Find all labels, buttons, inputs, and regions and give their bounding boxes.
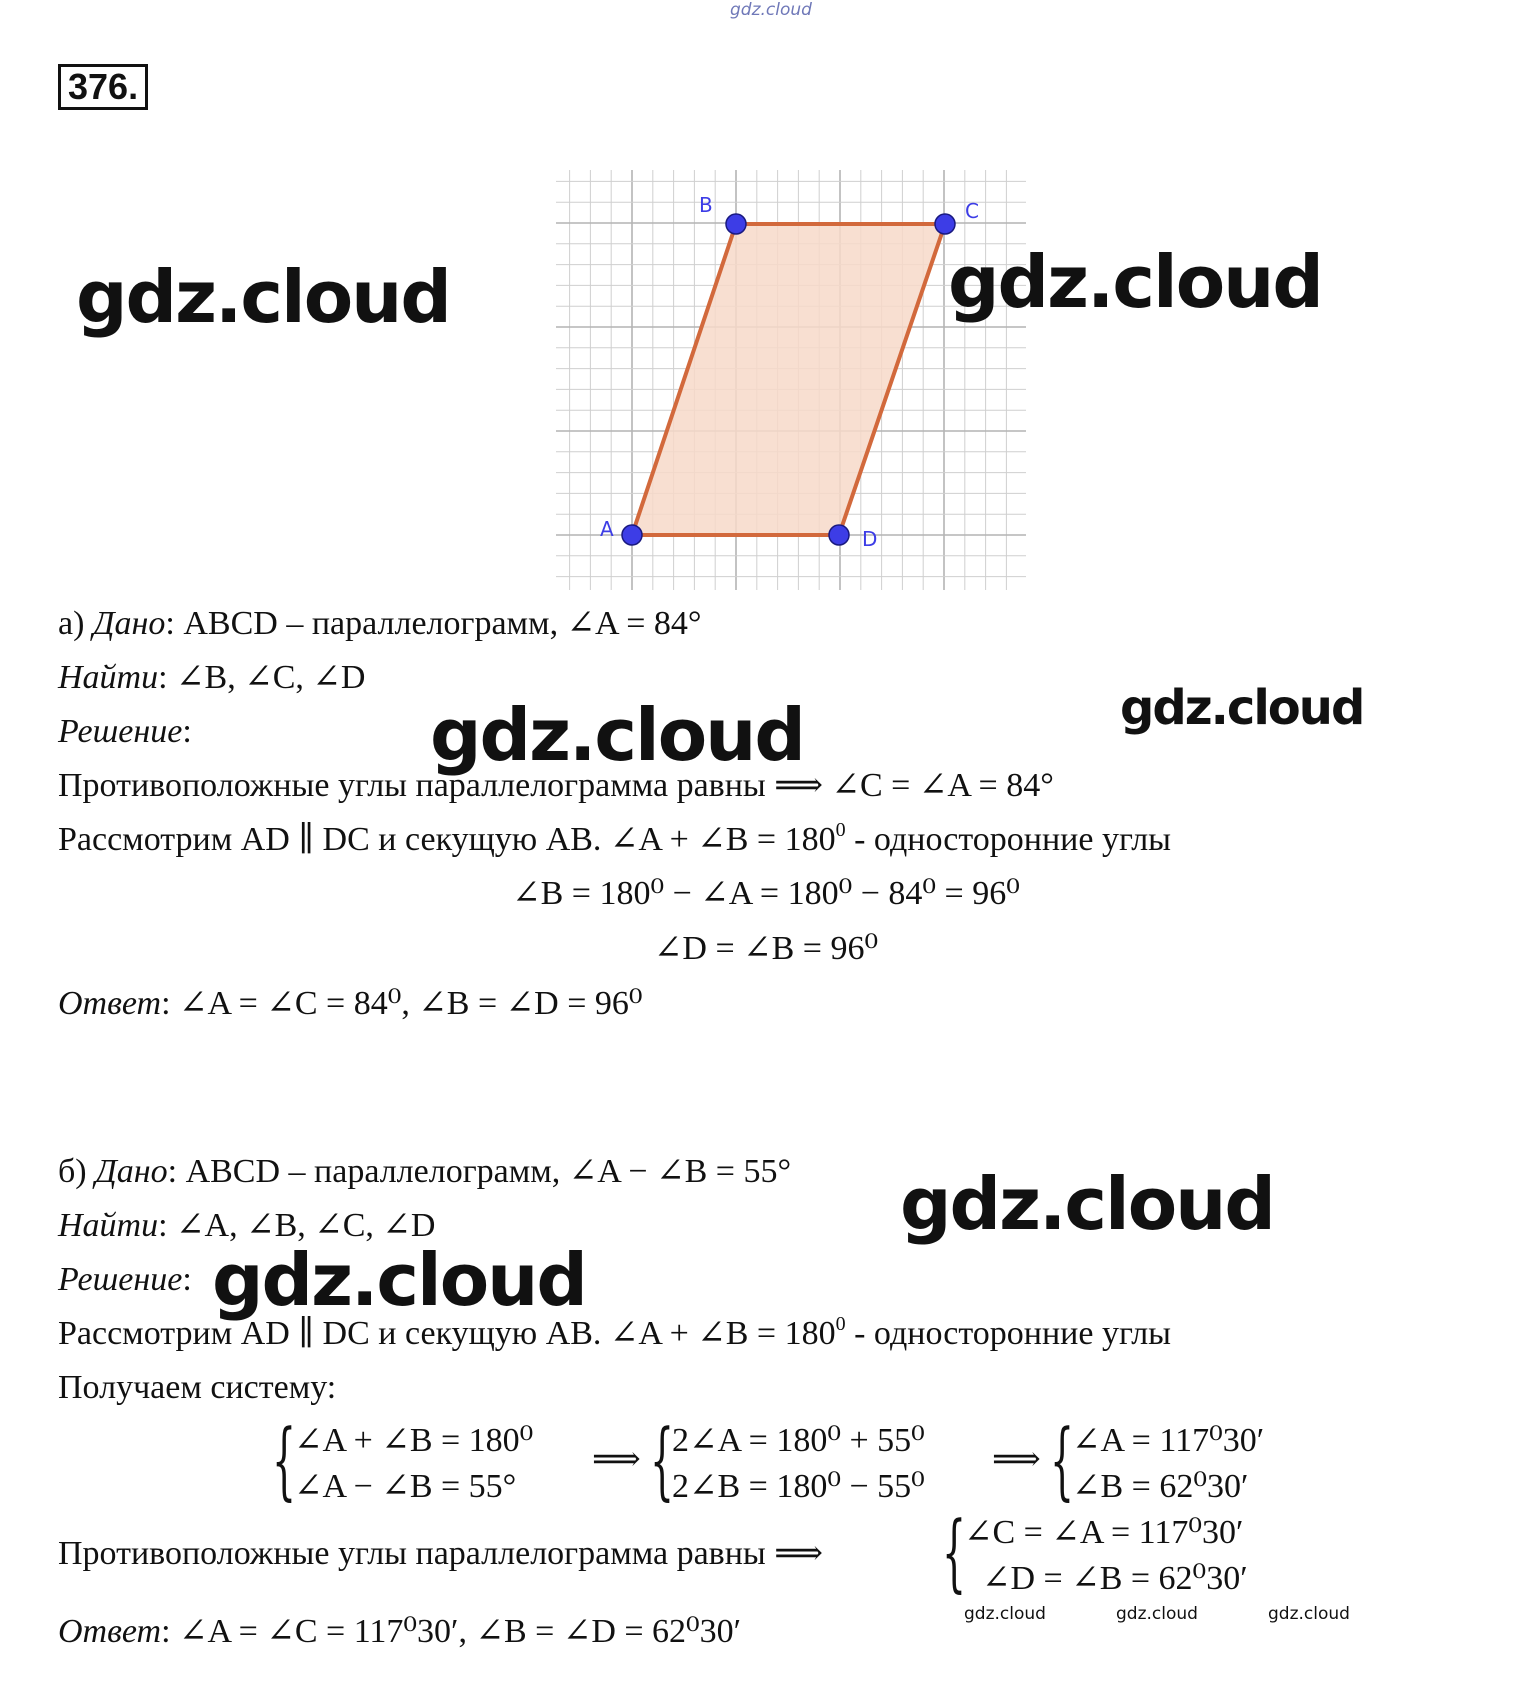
brace: { xyxy=(1050,1411,1075,1509)
part-a-given xyxy=(58,604,702,644)
line2-tail: - односторонние углы xyxy=(845,821,1171,858)
part-a-line1: Противоположные углы параллелограмма равны ⟹ ∠C = ∠A = 84° xyxy=(58,767,1054,804)
watermark-text: gdz.cloud xyxy=(1116,1604,1198,1624)
watermark-text: gdz.cloud xyxy=(900,1162,1274,1246)
find-text: : ∠B, ∠C, ∠D xyxy=(158,659,366,696)
system-1 xyxy=(272,1411,534,1509)
system-2-row: 2∠A = 180⁰ + 55⁰ xyxy=(672,1422,925,1459)
answer-text: : ∠A = ∠C = 84⁰, ∠B = ∠D = 96⁰ xyxy=(161,985,643,1022)
watermark-text: gdz.cloud xyxy=(964,1604,1046,1624)
system-2 xyxy=(650,1411,925,1509)
implies-arrow: ⟹ xyxy=(992,1441,1041,1478)
part-a-eq1: ∠B = 180⁰ − ∠A = 180⁰ − 84⁰ = 96⁰ xyxy=(512,875,1020,912)
answer-word: Ответ xyxy=(58,1613,162,1650)
solution-colon: : xyxy=(182,1261,192,1298)
part-a-answer xyxy=(58,984,643,1024)
line2-main: Рассмотрим AD ∥ DC и секущую AB. ∠A + ∠B = 180 xyxy=(58,821,836,858)
brace: { xyxy=(272,1411,297,1509)
parallelogram-figure xyxy=(556,170,1026,590)
line1-tail: - односторонние углы xyxy=(845,1315,1171,1352)
label-d: D xyxy=(862,527,878,551)
watermark-text: gdz.cloud xyxy=(1120,680,1364,736)
given-text: : ABCD – параллелограмм, ∠A = 84° xyxy=(165,605,702,642)
find-word: Найти xyxy=(58,1207,159,1244)
part-b-answer xyxy=(58,1612,741,1652)
problem-number: 376. xyxy=(58,64,148,110)
solution-word: Решение xyxy=(58,713,183,750)
answer-word: Ответ xyxy=(58,985,162,1022)
find-word: Найти xyxy=(58,659,159,696)
part-b-prefix: б) xyxy=(58,1153,87,1190)
brace: { xyxy=(942,1503,967,1601)
part-a-find xyxy=(58,658,365,698)
brace: { xyxy=(650,1411,675,1509)
part-b-line3: Противоположные углы параллелограмма равны ⟹ xyxy=(58,1535,824,1572)
part-a-line2 xyxy=(58,820,1171,860)
answer-text: : ∠A = ∠C = 117⁰30′, ∠B = ∠D = 62⁰30′ xyxy=(161,1613,742,1650)
solution-colon: : xyxy=(182,713,192,750)
system-1-row: ∠A − ∠B = 55° xyxy=(294,1468,517,1505)
top-watermark: gdz.cloud xyxy=(730,0,812,20)
part-b-find xyxy=(58,1206,435,1246)
implies-arrow: ⟹ xyxy=(592,1441,641,1478)
point-a xyxy=(622,525,642,545)
watermark-text: gdz.cloud xyxy=(212,1238,586,1322)
given-word: Дано xyxy=(95,1153,168,1190)
system-2-row: 2∠B = 180⁰ − 55⁰ xyxy=(672,1468,925,1505)
point-c xyxy=(935,214,955,234)
watermark-text: gdz.cloud xyxy=(76,255,450,339)
part-b-given xyxy=(58,1152,791,1192)
line2-sup: 0 xyxy=(835,819,846,841)
system-3-row: ∠B = 62⁰30′ xyxy=(1072,1468,1249,1505)
given-text: : ABCD – параллелограмм, ∠A − ∠B = 55° xyxy=(167,1153,792,1190)
system-4-row: ∠D = ∠B = 62⁰30′ xyxy=(982,1560,1248,1597)
part-a-solution xyxy=(58,712,192,752)
system-4 xyxy=(942,1503,1248,1601)
part-a-eq2: ∠D = ∠B = 96⁰ xyxy=(653,930,879,967)
solution-word: Решение xyxy=(58,1261,183,1298)
watermark-text: gdz.cloud xyxy=(430,693,804,777)
given-word: Дано xyxy=(92,605,166,642)
line1-sup: 0 xyxy=(835,1313,846,1335)
part-b-line2: Получаем систему: xyxy=(58,1369,337,1406)
system-3-row: ∠A = 117⁰30′ xyxy=(1072,1422,1265,1459)
find-text: : ∠A, ∠B, ∠C, ∠D xyxy=(158,1207,436,1244)
parallelogram-shape xyxy=(632,224,945,535)
point-d xyxy=(829,525,849,545)
watermark-text: gdz.cloud xyxy=(1268,1604,1350,1624)
label-a: A xyxy=(600,517,614,541)
watermark-text: gdz.cloud xyxy=(948,240,1322,324)
system-3 xyxy=(1050,1411,1265,1509)
line1-main: Рассмотрим AD ∥ DC и секущую AB. ∠A + ∠B = 180 xyxy=(58,1315,836,1352)
part-b-solution xyxy=(58,1260,192,1300)
part-a-prefix: а) xyxy=(58,605,85,642)
point-b xyxy=(726,214,746,234)
part-b-line1 xyxy=(58,1314,1171,1354)
label-b: B xyxy=(699,193,713,217)
system-1-row: ∠A + ∠B = 180⁰ xyxy=(294,1422,534,1459)
label-c: C xyxy=(965,199,979,223)
system-4-row: ∠C = ∠A = 117⁰30′ xyxy=(964,1514,1244,1551)
